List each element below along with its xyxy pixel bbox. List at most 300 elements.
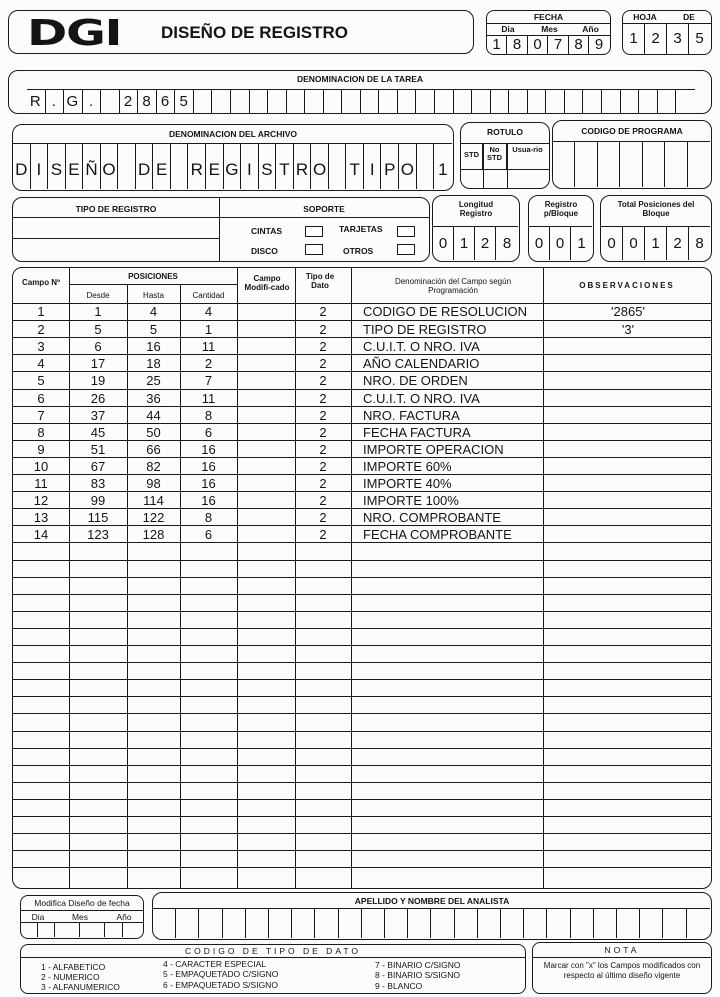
longitud-digits — [433, 226, 518, 260]
archivo-cell[interactable]: R — [188, 144, 206, 189]
modifica-label: Modifica Diseño de fecha — [34, 898, 130, 908]
tarea-cell[interactable]: 2 — [120, 90, 139, 113]
cell-obs[interactable]: '3' — [621, 322, 635, 338]
tarea-cell[interactable] — [398, 90, 417, 113]
nota-label: NOTA — [604, 945, 640, 955]
cell-tipo[interactable]: 2 — [319, 407, 327, 423]
archivo-cell[interactable]: O — [101, 144, 119, 189]
cell-campo[interactable]: 10 — [33, 458, 49, 474]
cell-nombre[interactable]: FECHA FACTURA — [363, 424, 471, 440]
table-row — [13, 406, 711, 423]
tarea-cell[interactable] — [491, 90, 510, 113]
table-row — [13, 628, 711, 645]
fecha-label: FECHA — [533, 12, 564, 22]
analista-cell[interactable] — [431, 909, 454, 938]
tarea-cell[interactable] — [268, 90, 287, 113]
table-row — [13, 577, 711, 594]
modifica-cell[interactable] — [38, 922, 55, 937]
longitud-digit[interactable]: 0 — [433, 227, 454, 260]
cell-cantidad[interactable]: 16 — [201, 458, 216, 474]
tipo-registro-label: TIPO DE REGISTRO — [75, 204, 157, 214]
analista-cell[interactable] — [176, 909, 199, 938]
cell-tipo[interactable]: 2 — [319, 476, 327, 491]
cell-campo[interactable]: 4 — [37, 356, 45, 372]
longitud-label: Longitud Registro — [458, 200, 494, 218]
table-body — [13, 303, 711, 888]
table-row — [13, 731, 711, 748]
cell-hasta[interactable]: 4 — [149, 304, 158, 319]
fecha-digit[interactable]: 0 — [528, 35, 548, 54]
cell-hasta[interactable]: 98 — [146, 476, 161, 491]
cell-desde[interactable]: 115 — [87, 510, 109, 526]
tarjetas-checkbox[interactable] — [397, 226, 415, 237]
cell-cantidad[interactable]: 1 — [204, 322, 213, 338]
longitud-digit[interactable]: 1 — [454, 227, 475, 260]
registro-bloque-digit[interactable]: 1 — [577, 235, 586, 252]
cell-nombre[interactable]: IMPORTE 100% — [363, 493, 459, 509]
cell-campo[interactable]: 2 — [37, 322, 45, 338]
cell-cantidad[interactable]: 8 — [204, 407, 213, 423]
registro-bloque-digit[interactable]: 0 — [550, 227, 571, 260]
codigo-programa-cell[interactable] — [598, 142, 620, 187]
table-row — [13, 474, 711, 491]
tarea-box — [8, 70, 712, 114]
cell-nombre[interactable]: NRO. COMPROBANTE — [363, 510, 501, 526]
archivo-cell[interactable]: P — [381, 144, 399, 189]
cell-obs[interactable] — [543, 372, 712, 389]
cell-cantidad[interactable]: 16 — [201, 441, 216, 457]
archivo-cell[interactable]: I — [241, 144, 259, 189]
tarea-cell[interactable] — [509, 90, 528, 113]
table-row — [13, 611, 711, 628]
tarea-label: DENOMINACION DE LA TAREA — [296, 74, 424, 84]
archivo-cell[interactable]: 1 — [438, 159, 448, 179]
archivo-cell[interactable] — [329, 144, 347, 189]
nota-text: Marcar con "x" los Campos modificados con respecto al último diseño vigente — [543, 961, 701, 980]
tarea-cell[interactable] — [231, 90, 250, 113]
longitud-box — [432, 195, 520, 262]
fecha-digit[interactable]: 1 — [487, 35, 507, 54]
cell-cantidad[interactable]: 16 — [201, 476, 216, 491]
table-row — [13, 371, 711, 388]
archivo-cell[interactable]: G — [224, 144, 242, 189]
cell-campo[interactable]: 8 — [37, 424, 45, 440]
tarea-cell[interactable] — [435, 90, 454, 113]
analista-cell[interactable] — [408, 909, 431, 938]
cell-nombre[interactable]: NRO. FACTURA — [363, 407, 460, 423]
cell-desde[interactable]: 99 — [90, 493, 106, 509]
cell-campo[interactable]: 3 — [37, 339, 45, 355]
otros-checkbox[interactable] — [397, 244, 415, 255]
cell-obs[interactable] — [543, 526, 712, 543]
cell-hasta[interactable]: 44 — [146, 407, 161, 423]
cell-campo[interactable]: 5 — [37, 373, 45, 389]
cell-desde[interactable]: 67 — [90, 458, 106, 474]
code-item: 6 - EMPAQUETADO S/SIGNO — [163, 980, 278, 990]
archivo-label: DENOMINACION DEL ARCHIVO — [169, 129, 297, 139]
codigo-programa-box — [552, 120, 712, 189]
cell-nombre[interactable]: C.U.I.T. O NRO. IVA — [363, 390, 480, 406]
registro-bloque-digits — [529, 226, 592, 260]
total-posiciones-box — [600, 195, 712, 262]
cell-nombre[interactable]: FECHA COMPROBANTE — [363, 527, 512, 543]
analista-cell[interactable] — [153, 909, 176, 938]
cell-obs[interactable] — [543, 390, 712, 407]
archivo-cell[interactable] — [171, 144, 189, 189]
cell-obs[interactable] — [543, 338, 712, 355]
archivo-cell[interactable]: S — [48, 144, 66, 189]
table-row — [13, 320, 711, 337]
cintas-label: CINTAS — [251, 226, 283, 236]
fecha-digits — [487, 35, 609, 54]
codigo-tipo-box — [20, 944, 526, 994]
table-row — [13, 560, 711, 577]
cell-obs[interactable] — [543, 458, 712, 475]
cell-desde[interactable]: 26 — [90, 390, 106, 406]
tarea-cell[interactable] — [658, 90, 677, 113]
analista-cell[interactable] — [362, 909, 385, 938]
table-row — [13, 303, 711, 320]
archivo-cell[interactable]: Ñ — [83, 144, 101, 189]
tarea-cell[interactable] — [305, 90, 324, 113]
hoja-digit[interactable]: 3 — [667, 23, 689, 54]
cell-desde[interactable]: 37 — [90, 407, 106, 423]
cell-tipo[interactable]: 2 — [319, 373, 327, 389]
cell-obs[interactable] — [543, 492, 712, 509]
total-posiciones-digit[interactable]: 8 — [695, 235, 704, 252]
codigo-programa-cell[interactable] — [688, 142, 710, 187]
registro-bloque-box — [528, 195, 594, 262]
analista-cell[interactable] — [223, 909, 246, 938]
tarea-cell[interactable] — [528, 90, 547, 113]
cell-desde[interactable]: 83 — [90, 476, 106, 491]
tipo-registro-box — [12, 197, 430, 262]
rotulo-box — [460, 122, 550, 189]
archivo-cell[interactable]: D — [136, 144, 154, 189]
col-header-tipo: Tipo de Dato — [305, 272, 335, 290]
tarea-cell[interactable]: 5 — [175, 90, 194, 113]
cell-obs[interactable] — [543, 475, 712, 492]
cell-hasta[interactable]: 5 — [149, 322, 158, 338]
cell-campo[interactable]: 6 — [37, 390, 45, 406]
cell-nombre[interactable]: IMPORTE 60% — [363, 458, 452, 474]
table-row — [13, 508, 711, 525]
table-row — [13, 542, 711, 559]
tarea-cell[interactable]: G — [64, 90, 83, 113]
cell-hasta[interactable]: 16 — [146, 339, 161, 355]
cell-desde[interactable]: 6 — [94, 339, 102, 355]
nota-box — [532, 942, 712, 994]
cell-desde[interactable]: 17 — [90, 356, 106, 372]
cell-cantidad[interactable]: 11 — [201, 339, 216, 355]
hoja-box — [622, 10, 712, 55]
cell-campo[interactable]: 9 — [37, 441, 45, 457]
table-row — [13, 799, 711, 816]
cell-desde[interactable]: 1 — [94, 304, 102, 319]
analista-cell[interactable] — [594, 909, 617, 938]
archivo-cell[interactable]: S — [259, 144, 277, 189]
table-row — [13, 765, 711, 782]
tarea-cell[interactable]: . — [46, 90, 65, 113]
cell-cantidad[interactable]: 2 — [204, 356, 213, 372]
cell-hasta[interactable]: 66 — [146, 441, 161, 457]
analista-cell[interactable] — [663, 909, 686, 938]
codigo-programa-cell[interactable] — [553, 142, 575, 187]
cintas-checkbox[interactable] — [305, 226, 323, 237]
cell-obs[interactable] — [543, 424, 712, 441]
tarea-cell[interactable]: 6 — [157, 90, 176, 113]
codigo-programa-cell[interactable] — [665, 142, 687, 187]
longitud-digit[interactable]: 2 — [475, 227, 496, 260]
cell-tipo[interactable]: 2 — [319, 322, 327, 338]
archivo-cell[interactable]: O — [399, 144, 417, 189]
tarjetas-label: TARJETAS — [339, 224, 383, 234]
analista-cell[interactable] — [478, 909, 501, 938]
cell-cantidad[interactable]: 6 — [204, 527, 213, 543]
col-header-observaciones: OBSERVACIONES — [579, 281, 675, 290]
usuario-label: Usua-rio — [512, 145, 543, 154]
cell-tipo[interactable]: 2 — [319, 424, 327, 440]
cell-tipo[interactable]: 2 — [319, 493, 327, 509]
archivo-cell[interactable]: T — [346, 144, 364, 189]
hoja-digit[interactable]: 1 — [623, 23, 645, 54]
hoja-label: HOJA — [633, 12, 657, 22]
codigo-tipo-label: CODIGO DE TIPO DE DATO — [184, 946, 362, 956]
de-label: DE — [683, 12, 695, 22]
table-row — [13, 423, 711, 440]
registro-bloque-label: Registro p/Bloque — [543, 200, 579, 218]
cell-tipo[interactable]: 2 — [319, 390, 327, 406]
cell-campo[interactable]: 7 — [37, 407, 45, 423]
table-row — [13, 833, 711, 850]
cell-desde[interactable]: 123 — [87, 527, 109, 543]
tarea-cell[interactable]: . — [83, 90, 102, 113]
tarea-cell[interactable] — [676, 90, 695, 113]
codigo-programa-cell[interactable] — [643, 142, 665, 187]
cell-cantidad[interactable]: 4 — [204, 304, 213, 319]
header-box — [8, 10, 474, 54]
cell-tipo[interactable]: 2 — [319, 304, 327, 319]
fecha-box — [486, 10, 611, 55]
cell-obs[interactable] — [543, 407, 712, 424]
table-row — [13, 594, 711, 611]
analista-label: APELLIDO Y NOMBRE DEL ANALISTA — [354, 896, 510, 906]
fecha-digit[interactable]: 7 — [548, 35, 569, 54]
tarea-cell[interactable] — [287, 90, 306, 113]
col-header-campo: Campo Nº — [21, 278, 61, 287]
cell-cantidad[interactable]: 6 — [204, 424, 213, 440]
codigo-programa-cell[interactable] — [620, 142, 642, 187]
cell-nombre[interactable]: NRO. DE ORDEN — [363, 373, 468, 389]
analista-cell[interactable] — [617, 909, 640, 938]
modifica-cell[interactable] — [21, 922, 38, 937]
cell-hasta[interactable]: 36 — [146, 390, 161, 406]
cell-desde[interactable]: 19 — [90, 373, 106, 389]
tarea-cell[interactable] — [583, 90, 602, 113]
cell-nombre[interactable]: CODIGO DE RESOLUCION — [363, 304, 527, 319]
modifica-cell[interactable] — [55, 922, 80, 937]
codigo-programa-label: CODIGO DE PROGRAMA — [581, 126, 683, 136]
code-item: 3 - ALFANUMERICO — [41, 982, 120, 992]
total-posiciones-digit[interactable]: 0 — [623, 227, 645, 260]
tarea-cell[interactable] — [194, 90, 213, 113]
page-title: DISEÑO DE REGISTRO — [161, 23, 349, 42]
cell-hasta[interactable]: 122 — [142, 510, 165, 526]
cell-tipo[interactable]: 2 — [319, 356, 327, 372]
tarea-cell[interactable] — [472, 90, 491, 113]
tarea-cell[interactable] — [565, 90, 584, 113]
cell-nombre[interactable]: IMPORTE OPERACION — [363, 441, 504, 457]
analista-cell[interactable] — [687, 909, 710, 938]
cell-obs[interactable] — [543, 509, 712, 526]
cell-obs[interactable]: '2865' — [611, 304, 645, 319]
cell-tipo[interactable]: 2 — [319, 458, 327, 474]
archivo-box — [12, 124, 454, 191]
cell-nombre[interactable]: IMPORTE 40% — [363, 476, 452, 491]
analista-cells — [153, 908, 710, 938]
cell-cantidad[interactable]: 16 — [201, 493, 216, 509]
analista-cell[interactable] — [292, 909, 315, 938]
cell-hasta[interactable]: 114 — [143, 493, 164, 509]
cell-campo[interactable]: 14 — [33, 527, 49, 543]
analista-cell[interactable] — [246, 909, 269, 938]
cell-nombre[interactable]: C.U.I.T. O NRO. IVA — [363, 339, 480, 355]
table-row — [13, 696, 711, 713]
registro-bloque-digit[interactable]: 0 — [529, 227, 550, 260]
analista-cell[interactable] — [501, 909, 524, 938]
tarea-cell[interactable] — [379, 90, 398, 113]
analista-cell[interactable] — [315, 909, 338, 938]
col-header-posiciones: POSICIONES — [128, 272, 178, 281]
analista-cell[interactable] — [640, 909, 663, 938]
tarea-cell[interactable] — [250, 90, 269, 113]
modifica-mes: Mes — [71, 912, 89, 922]
code-item: 2 - NUMERICO — [41, 972, 100, 982]
table-row — [13, 782, 711, 799]
fecha-digit[interactable]: 9 — [594, 36, 604, 53]
cell-nombre[interactable]: TIPO DE REGISTRO — [363, 322, 487, 338]
code-item: 8 - BINARIO S/SIGNO — [375, 970, 461, 980]
std-label: STD — [461, 143, 483, 169]
col-header-desde: Desde — [86, 291, 110, 300]
archivo-cell[interactable]: E — [153, 144, 171, 189]
cell-hasta[interactable]: 50 — [146, 424, 161, 440]
cell-hasta[interactable]: 128 — [142, 527, 165, 543]
analista-cell[interactable] — [199, 909, 222, 938]
tarea-cell[interactable] — [101, 90, 120, 113]
cell-desde[interactable]: 5 — [94, 322, 102, 338]
archivo-cell[interactable]: I — [31, 144, 49, 189]
longitud-digit[interactable]: 8 — [502, 235, 512, 252]
fecha-digit[interactable]: 8 — [507, 35, 528, 54]
cell-campo[interactable]: 11 — [34, 476, 48, 491]
col-header-hasta: Hasta — [143, 291, 164, 300]
archivo-cell[interactable]: D — [13, 144, 31, 189]
disco-checkbox[interactable] — [305, 244, 323, 255]
analista-cell[interactable] — [547, 909, 570, 938]
archivo-cell[interactable]: I — [364, 144, 382, 189]
cell-campo[interactable]: 13 — [33, 510, 49, 526]
archivo-cell[interactable]: E — [66, 144, 84, 189]
analista-cell[interactable] — [455, 909, 478, 938]
analista-cell[interactable] — [339, 909, 362, 938]
tarea-cell[interactable] — [602, 90, 621, 113]
tarea-cell[interactable] — [546, 90, 565, 113]
cell-cantidad[interactable]: 8 — [204, 510, 213, 526]
archivo-cell[interactable]: T — [276, 144, 294, 189]
analista-cell[interactable] — [269, 909, 292, 938]
cell-campo[interactable]: 1 — [37, 304, 45, 319]
disco-label: DISCO — [251, 246, 278, 256]
fecha-dia-label: Dia — [501, 24, 515, 34]
cell-hasta[interactable]: 18 — [146, 356, 161, 372]
codigo-programa-cells — [553, 141, 710, 187]
archivo-cell[interactable]: O — [311, 144, 329, 189]
archivo-cell[interactable] — [417, 144, 435, 189]
table-row — [13, 867, 711, 884]
analista-cell[interactable] — [524, 909, 547, 938]
cell-tipo[interactable]: 2 — [319, 339, 327, 355]
hoja-digit[interactable]: 2 — [645, 23, 667, 54]
tarea-cell[interactable] — [454, 90, 473, 113]
total-posiciones-digit[interactable]: 0 — [601, 227, 623, 260]
analista-cell[interactable] — [571, 909, 594, 938]
total-posiciones-digit[interactable]: 1 — [645, 227, 667, 260]
cell-cantidad[interactable]: 11 — [201, 390, 216, 406]
modifica-cell[interactable] — [105, 922, 123, 937]
cell-tipo[interactable]: 2 — [319, 510, 327, 526]
total-posiciones-digit[interactable]: 2 — [667, 227, 689, 260]
modifica-dia: Dia — [31, 912, 45, 922]
tarea-cell[interactable] — [416, 90, 435, 113]
cell-tipo[interactable]: 2 — [319, 441, 327, 457]
cell-tipo[interactable]: 2 — [319, 527, 327, 543]
analista-cell[interactable] — [385, 909, 408, 938]
cell-desde[interactable]: 45 — [90, 424, 106, 440]
tarea-cell[interactable]: 8 — [138, 90, 157, 113]
code-item: 5 - EMPAQUETADO C/SIGNO — [163, 969, 279, 979]
fecha-digit[interactable]: 8 — [569, 35, 589, 54]
cell-obs[interactable] — [543, 355, 712, 372]
cell-campo[interactable]: 12 — [33, 493, 49, 509]
modifica-cell[interactable] — [123, 922, 142, 937]
tarea-cell[interactable] — [621, 90, 640, 113]
archivo-cell[interactable]: R — [294, 144, 312, 189]
no-std-label: No STD — [483, 143, 507, 169]
cell-cantidad[interactable]: 7 — [204, 373, 213, 389]
tarea-cell[interactable] — [342, 90, 361, 113]
tarea-cell[interactable] — [361, 90, 380, 113]
table-row — [13, 850, 711, 867]
modifica-cell[interactable] — [80, 922, 105, 937]
code-item: 4 - CARACTER ESPECIAL — [163, 959, 266, 969]
cell-desde[interactable]: 51 — [90, 441, 106, 457]
codigo-programa-cell[interactable] — [575, 142, 597, 187]
cell-nombre[interactable]: AÑO CALENDARIO — [363, 356, 480, 372]
hoja-digits — [623, 23, 710, 54]
table-row — [13, 748, 711, 765]
hoja-digit[interactable]: 5 — [695, 30, 704, 47]
cell-hasta[interactable]: 25 — [146, 373, 161, 389]
tarea-cell[interactable] — [212, 90, 231, 113]
tarea-cell[interactable]: R — [27, 90, 46, 113]
tarea-cell[interactable] — [639, 90, 658, 113]
tarea-cell[interactable] — [324, 90, 343, 113]
cell-hasta[interactable]: 82 — [146, 458, 161, 474]
archivo-cell[interactable] — [118, 144, 136, 189]
archivo-cell[interactable]: E — [206, 144, 224, 189]
cell-obs[interactable] — [543, 441, 712, 458]
